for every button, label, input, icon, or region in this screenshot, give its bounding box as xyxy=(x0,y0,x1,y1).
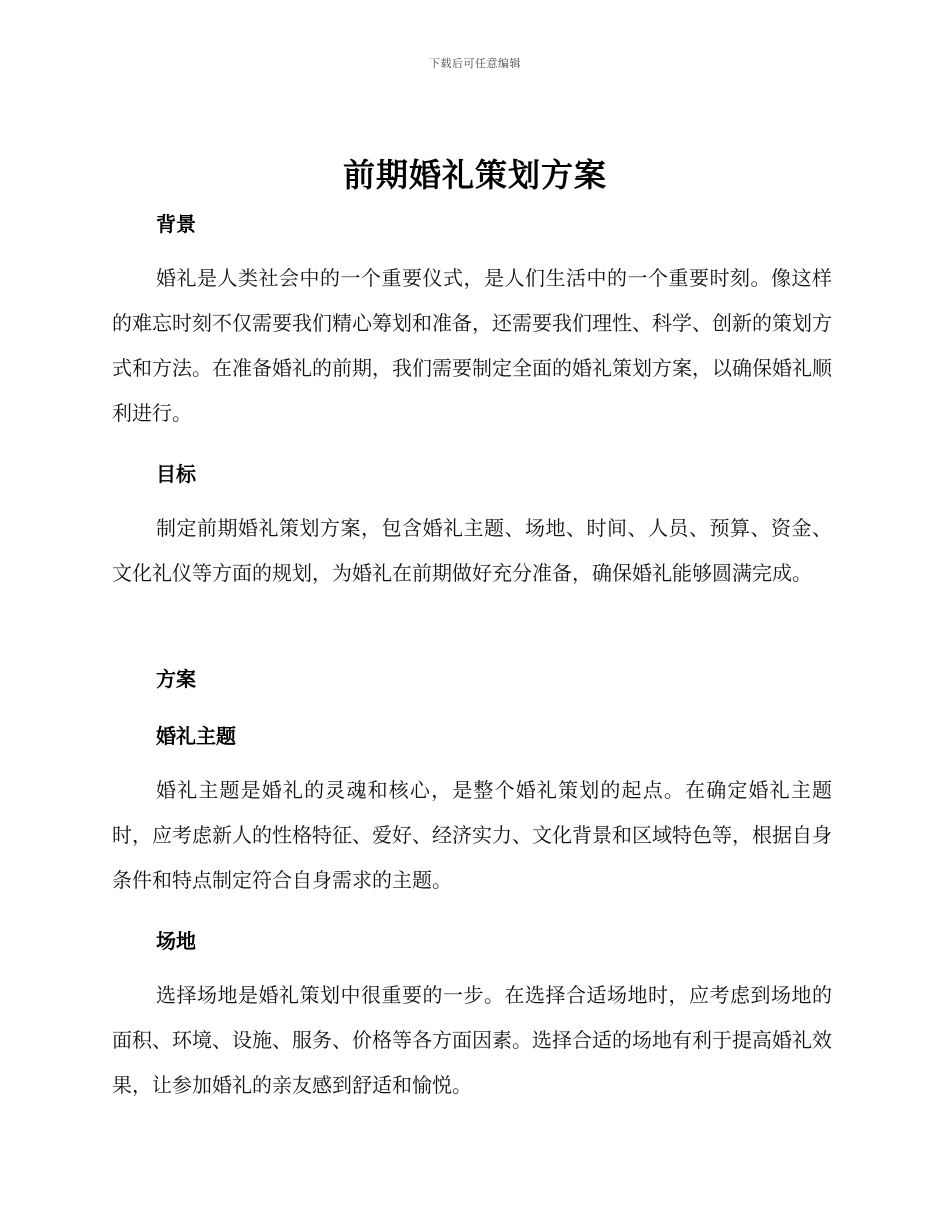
section-paragraph-goal: 制定前期婚礼策划方案，包含婚礼主题、场地、时间、人员、预算、资金、文化礼仪等方面的规划，为婚礼在前期做好充分准备，确保婚礼能够圆满完成。 xyxy=(112,516,832,585)
section-paragraph-venue: 选择场地是婚礼策划中很重要的一步。在选择合适场地时，应考虑到场地的面积、环境、设施、服务、价格等各方面因素。选择合适的场地有利于提高婚礼效果，让参加婚礼的亲友感到舒适和愉悦。 xyxy=(112,983,832,1097)
section-heading-background: 背景 xyxy=(156,212,196,236)
section-paragraph-background: 婚礼是人类社会中的一个重要仪式，是人们生活中的一个重要时刻。像这样的难忘时刻不仅需要我们精心筹划和准备，还需要我们理性、科学、创新的策划方式和方法。在准备婚礼的前期，我们需要制定全面的婚礼策划方案，以确保婚礼顺利进行。 xyxy=(112,266,832,425)
section-heading-theme: 婚礼主题 xyxy=(156,724,236,748)
section-heading-venue: 场地 xyxy=(156,929,196,953)
section-heading-plan: 方案 xyxy=(156,667,196,691)
section-paragraph-theme: 婚礼主题是婚礼的灵魂和核心，是整个婚礼策划的起点。在确定婚礼主题时，应考虑新人的性格特征、爱好、经济实力、文化背景和区域特色等，根据自身条件和特点制定符合自身需求的主题。 xyxy=(112,778,832,892)
document-title: 前期婚礼策划方案 xyxy=(342,156,607,194)
header-note: 下载后可任意编辑 xyxy=(429,57,521,70)
section-heading-goal: 目标 xyxy=(156,462,196,486)
